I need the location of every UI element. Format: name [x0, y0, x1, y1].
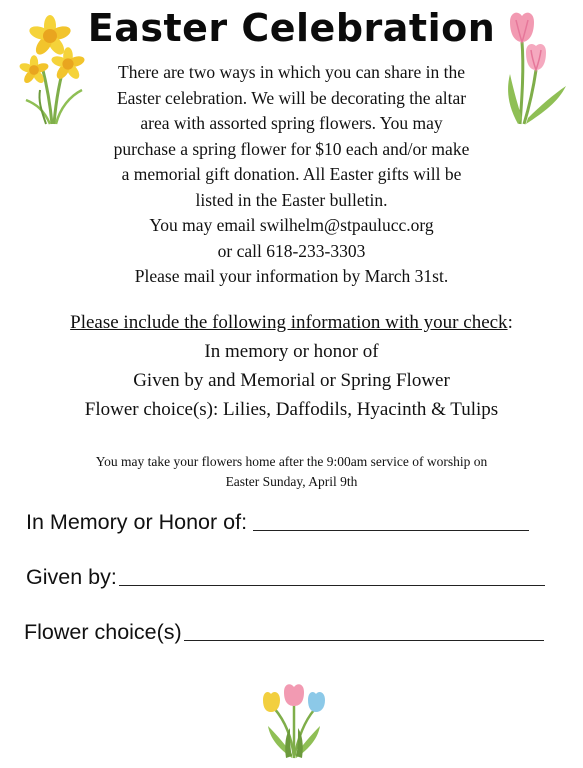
intro-line: Easter celebration. We will be decorating the altar	[116, 87, 467, 108]
mail-deadline-line: Please mail your information by March 31st.	[134, 266, 449, 286]
email-line: You may email swilhelm@stpaulucc.org	[149, 215, 434, 235]
instruction-item: In memory or honor of	[204, 341, 379, 362]
given-by-field	[26, 565, 545, 590]
instruction-item: Given by and Memorial or Spring Flower	[133, 370, 450, 391]
instruction-item: Flower choice(s): Lilies, Daffodils, Hyacinth & Tulips	[84, 399, 499, 420]
memory-blank[interactable]	[253, 529, 529, 531]
intro-line: listed in the Easter bulletin.	[195, 189, 388, 210]
instructions-heading-colon: :	[507, 312, 513, 333]
pickup-note	[40, 452, 543, 492]
phone-line: or call 618-233-3303	[217, 240, 366, 261]
instructions-heading-text: Please include the following information with your check	[70, 312, 508, 333]
memory-label: In Memory or Honor of:	[26, 510, 248, 534]
intro-line: area with assorted spring flowers. You may	[140, 113, 443, 133]
flower-choice-blank[interactable]	[184, 639, 544, 641]
tulip-bouquet-icon	[256, 682, 332, 762]
intro-paragraph	[88, 60, 495, 290]
given-by-blank[interactable]	[119, 584, 545, 586]
intro-line: a memorial gift donation. All Easter gifts will be	[121, 164, 462, 184]
page-title: Easter Celebration	[87, 6, 496, 50]
pickup-line: Easter Sunday, April 9th	[225, 474, 358, 489]
intro-line: There are two ways in which you can share in the	[118, 62, 465, 82]
intro-line: purchase a spring flower for $10 each and/or make	[113, 138, 470, 159]
check-instructions	[20, 308, 563, 424]
memory-field	[26, 510, 529, 535]
pickup-line: You may take your flowers home after the 9:00am service of worship on	[95, 454, 488, 469]
given-by-label: Given by:	[26, 565, 117, 589]
flower-choice-label: Flower choice(s)	[24, 620, 182, 644]
flower-choice-field	[24, 620, 544, 645]
instructions-heading	[20, 308, 563, 337]
